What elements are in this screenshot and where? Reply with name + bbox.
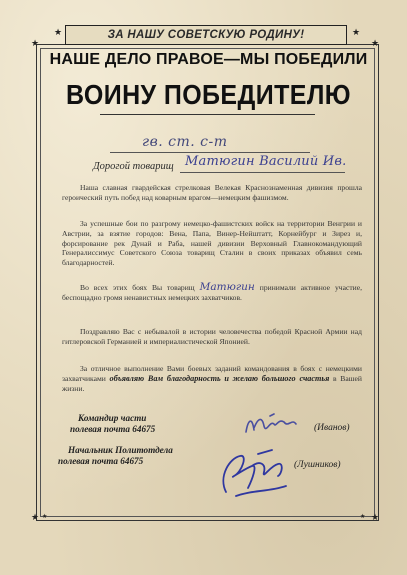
recipient-name-handwritten: Матюгин Василий Ив. <box>185 154 347 169</box>
headline: НАШЕ ДЕЛО ПРАВОЕ—МЫ ПОБЕДИЛИ <box>49 51 368 68</box>
commander-title <box>70 413 155 434</box>
politruk-signature <box>212 446 302 500</box>
commander-field-post: полевая почта 64675 <box>70 423 156 434</box>
recipient-surname-handwritten: Матюгин <box>199 281 255 293</box>
paragraph-text: Поздравляю Вас с небывалой в истории человечества победой Красной Армии над гитлеровской Германией и империалистической Японией. <box>62 327 362 346</box>
border-star-icon: ★ <box>360 514 366 520</box>
politruk-field-post: полевая почта 64675 <box>58 455 144 466</box>
gratitude-emphasis: объявляю Вам благодарность <box>109 373 221 383</box>
banner-star-icon: ★ <box>352 27 361 37</box>
paragraph-congratulations <box>62 327 362 347</box>
corner-star-icon: ★ <box>31 38 40 48</box>
paragraph-text: Во всех этих боях Вы товарищ <box>80 283 195 292</box>
rank-underline <box>110 152 310 153</box>
paragraph-text: принимали активное участие, беспощадно громя ненавистных немецких захватчиков. <box>62 283 363 302</box>
rank-handwritten: гв. ст. с-т <box>142 134 228 150</box>
commander-signature <box>240 410 310 440</box>
paragraph-text: За отличное выполнение Вами боевых заданий командования в боях с немецкими захватчиками <box>62 364 362 383</box>
politruk-name: (Лушников) <box>294 460 341 470</box>
politruk-position: Начальник Политотдела <box>68 445 173 455</box>
border-star-icon: ★ <box>42 514 48 520</box>
paragraph-division <box>62 183 362 203</box>
banner-slogan: ЗА НАШУ СОВЕТСКУЮ РОДИНУ! <box>65 25 347 45</box>
paragraph-text: Наша славная гвардейская стрелковая Велекая Краснознаменная дивизия прошла героический путь побед над коварным врагом—немецким фашизмом. <box>62 183 362 202</box>
paragraph-battles <box>62 219 362 268</box>
banner-star-icon: ★ <box>54 27 63 37</box>
recipient-underline <box>180 172 345 173</box>
corner-star-icon: ★ <box>31 512 40 522</box>
paragraph-text: в Вашей жизни. <box>62 373 362 393</box>
title-divider <box>100 114 315 115</box>
politruk-title <box>58 445 173 466</box>
commander-name: (Иванов) <box>314 423 350 433</box>
gratitude-emphasis: и <box>224 373 229 383</box>
page-title: ВОИНУ ПОБЕДИТЕЛЮ <box>66 79 351 111</box>
paragraph-gratitude <box>62 364 362 393</box>
greeting: Дорогой товарищ <box>93 161 174 172</box>
gratitude-emphasis: желаю большого счастья <box>232 373 330 383</box>
corner-star-icon: ★ <box>371 512 380 522</box>
paragraph-text: За успешные бои по разгрому немецко-фашистских войск на территории Венгрии и Австрии, за взятие городов: Вена, Папа, Винер-Нейштатт, Корнейбург и Зирез и, форсирование рек Дунай и Раба, нашей дивизии Верховный Главнокомандующий Генералиссимус Советского Союза товарищ Сталин в своих приказах объявил семь благодарностей. <box>62 219 362 268</box>
commander-position: Командир части <box>78 413 147 423</box>
paragraph-participation <box>62 283 362 303</box>
corner-star-icon: ★ <box>371 38 380 48</box>
